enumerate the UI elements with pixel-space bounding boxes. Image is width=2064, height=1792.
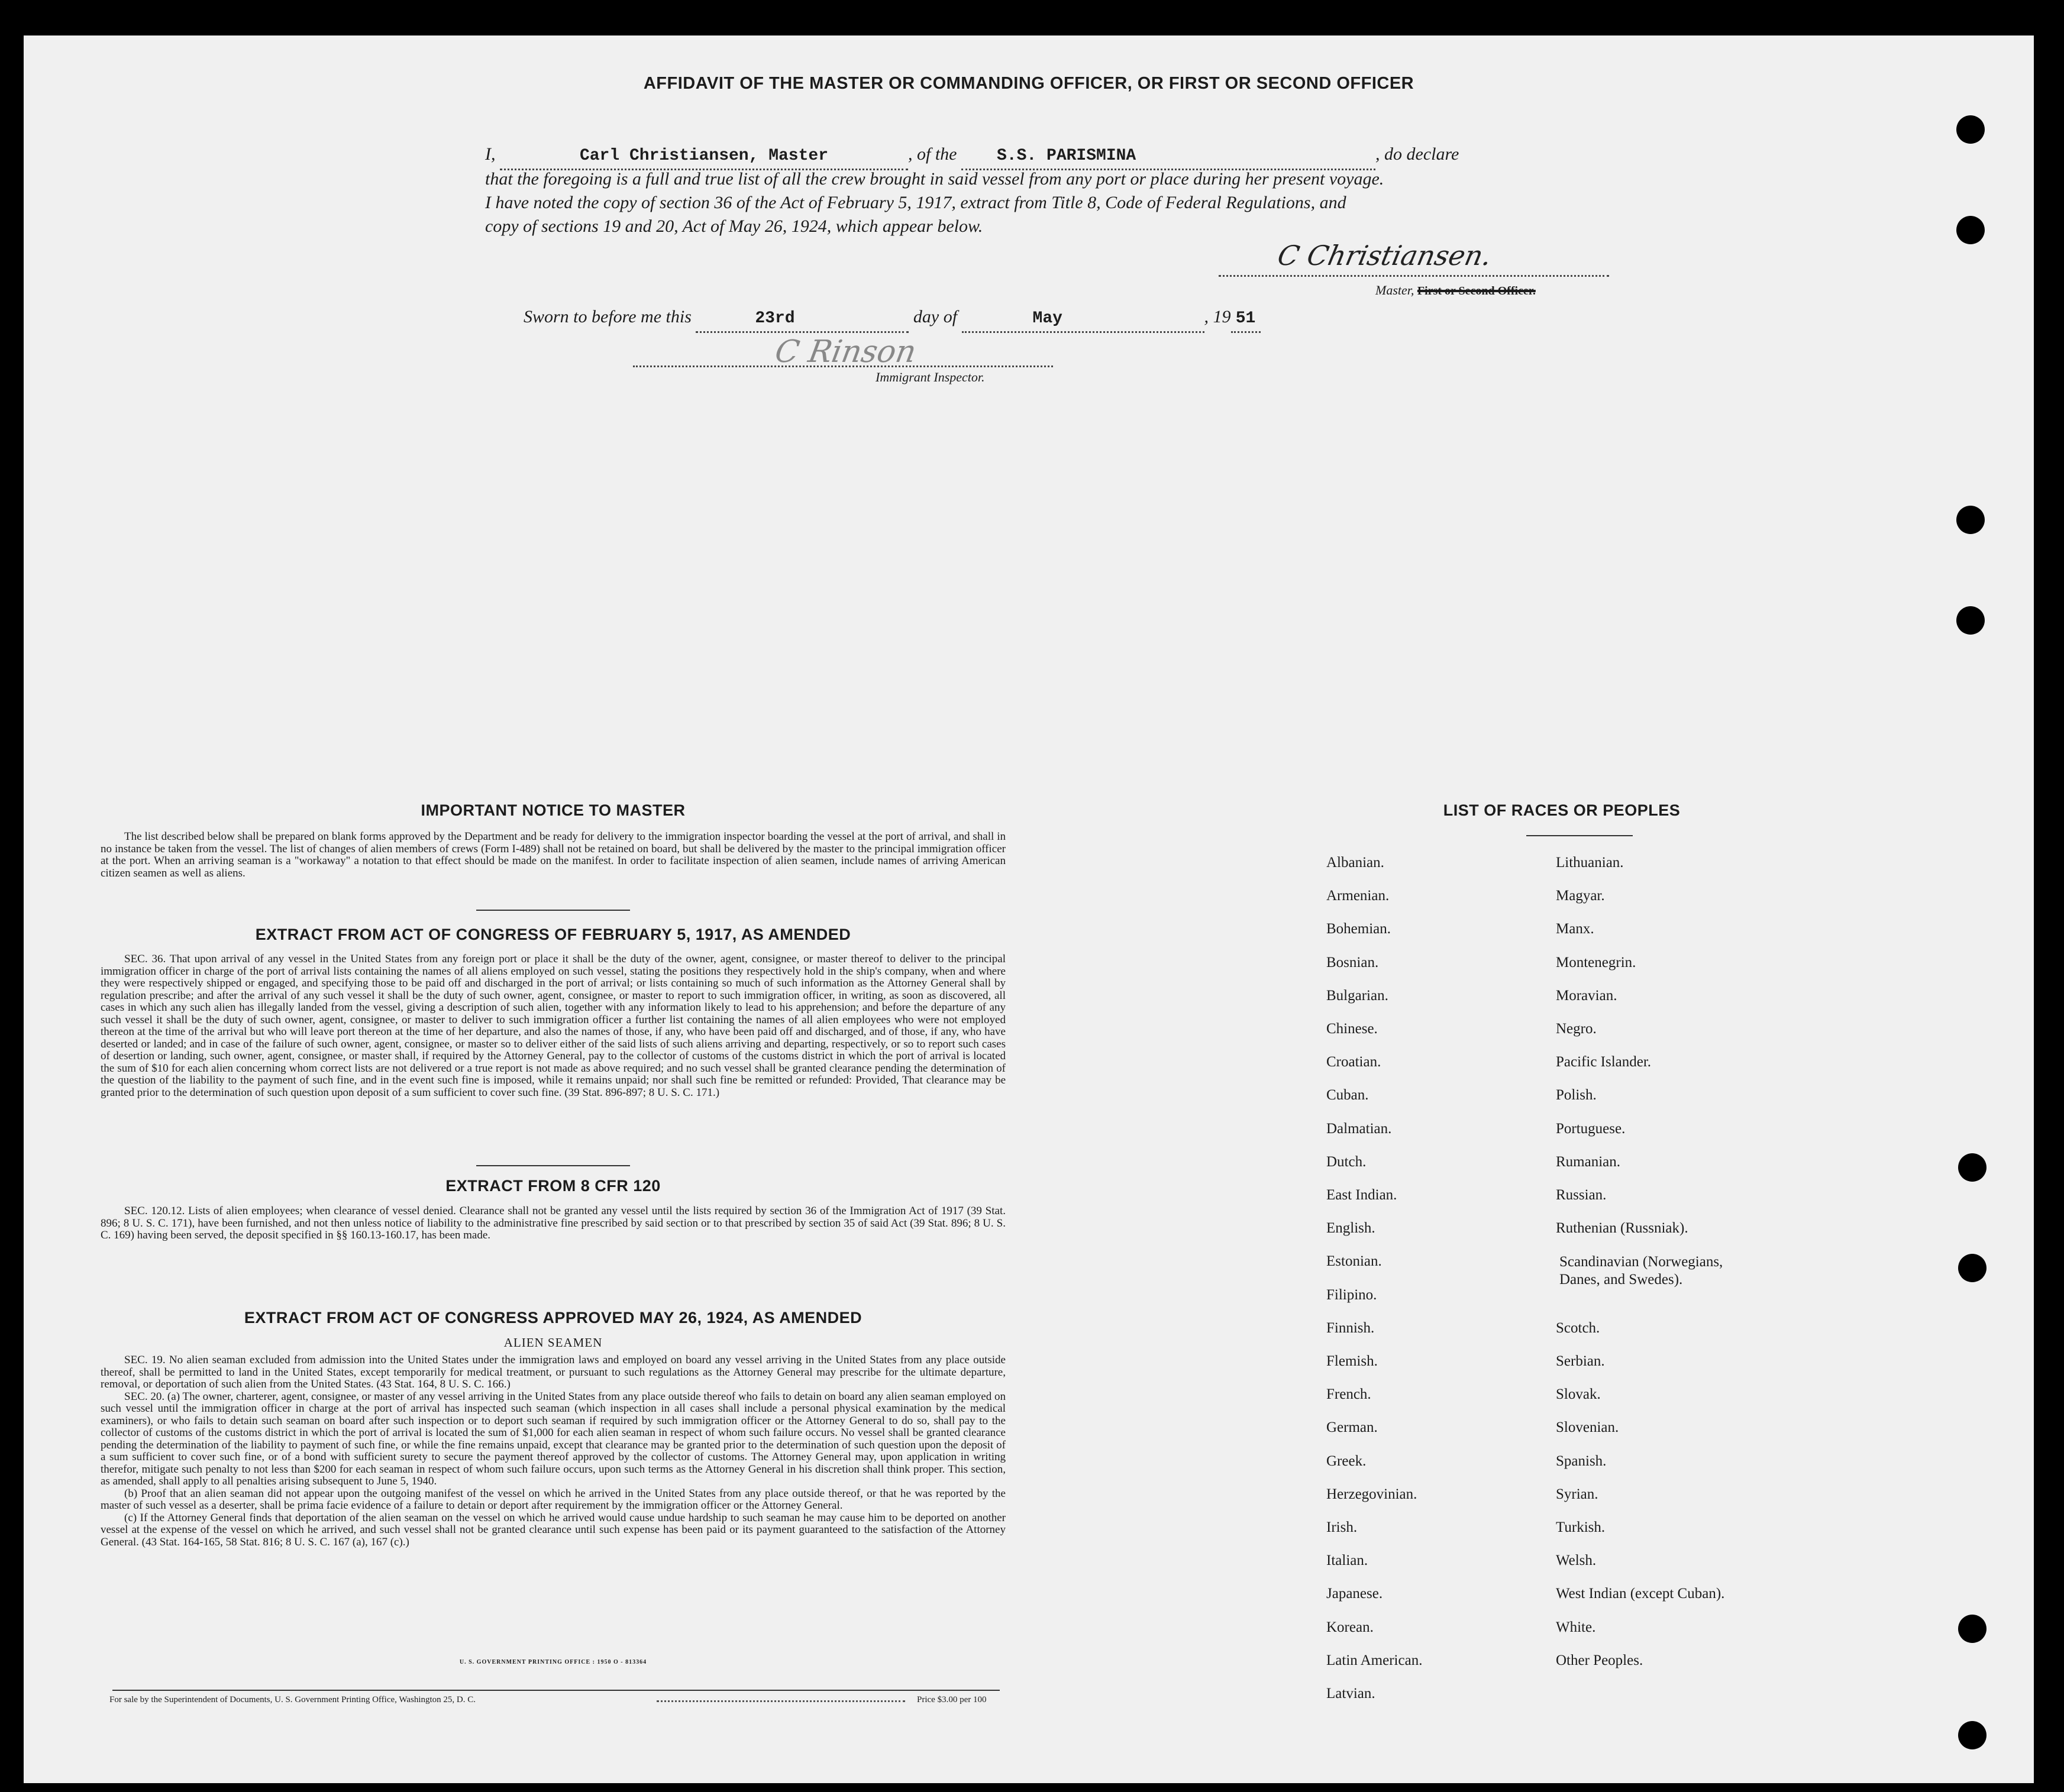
race-item: Rumanian. [1556,1154,1621,1170]
race-item: Scotch. [1556,1320,1600,1336]
race-item: Chinese. [1326,1021,1378,1037]
race-item: Polish. [1556,1087,1597,1103]
race-item: Korean. [1326,1619,1374,1635]
race-item: West Indian (except Cuban). [1556,1586,1725,1602]
race-item: Bohemian. [1326,921,1391,937]
race-item: Spanish. [1556,1453,1607,1469]
race-item: Estonian. [1326,1253,1382,1269]
race-item: Latvian. [1326,1686,1375,1702]
extract-1917-text: SEC. 36. That upon arrival of any vessel in the United States from any foreign port or place it shall be the duty of the owner, agent, consignee, or master thereof to deliver to the principal immigration officer in charge of the port of arrival lists containing the names of all aliens employed on such vessel, stating the positions they respectively hold in the ship's company, when and where they were respectively shipped or engaged, and specifying those to be paid off and discharged in the port of arrival; or lists containing so much of such information as the Attorney General shall by regulation prescribe; and after the arrival of any such vessel it shall be the duty of such owner, agent, consignee, or master to report to such immigration officer, in writing, as soon as discovered, all cases in which any such alien has illegally landed from the vessel, giving a description of such alien, together with any information likely to lead to his apprehension; and before the departure of any such vessel it shall be the duty of such owner, agent, consignee, or master to deliver to such immigration officer a further list containing the names of all alien employees who were not employed thereon at the time of the arrival but who will leave port thereon at the time of her departure, and also the names of those, if any, who have been paid off and discharged, and of those, if any, who have deserted or landed; and in case of the failure of such owner, agent, consignee, or master so to deliver either of the said lists of such aliens arriving and departing, respectively, or so to report such cases of desertion or landing, such owner, agent, consignee, or master shall, if required by the Attorney General, pay to the collector of customs of the customs district in which the port of arrival is located the sum of $10 for each alien concerning whom correct lists are not delivered or a true report is not made as above required; and no such vessel shall be granted clearance pending the determination of the question of the liability to the payment of such fine, and in the event such fine is imposed, while it remains unpaid; nor shall such fine be remitted or refunded: Provided, That clearance may be granted prior to the determination of such question upon deposit of a sum sufficient to cover such fine. (39 Stat. 896-897; 8 U. S. C. 171.) [101,953,1006,1099]
race-item: Other Peoples. [1556,1652,1643,1668]
race-item: Moravian. [1556,988,1617,1004]
race-item: Scandinavian (Norwegians, Danes, and Swedes). [1559,1254,1723,1288]
punch-hole [1956,506,1985,534]
inspector-signature-line [633,365,1053,367]
day-field: 23rd [696,306,909,333]
race-item: Lithuanian. [1556,855,1624,871]
alien-seamen-subheading: ALIEN SEAMEN [503,1335,603,1350]
race-item: Syrian. [1556,1486,1598,1502]
punch-hole [1958,1721,1987,1749]
race-item: Montenegrin. [1556,955,1636,971]
race-item: Manx. [1556,921,1594,937]
punch-hole [1958,1153,1987,1182]
race-item: French. [1326,1386,1371,1402]
race-item: Albanian. [1326,855,1384,871]
sec20b-text: (b) Proof that an alien seaman did not appear upon the outgoing manifest of the vessel on which he arrived in the United States from any place outside thereof, or that he was reported by the master of such vessel as a deserter, shall be prima facie evidence of a failure to detain or deport after requirement by the immigration officer or the Attorney General. [101,1487,1006,1512]
races-heading-rule [1526,835,1633,836]
race-item: Latin American. [1326,1652,1423,1668]
punch-hole [1958,1254,1987,1282]
extract-1924-heading: EXTRACT FROM ACT OF CONGRESS APPROVED MAY 26, 1924, AS AMENDED [244,1309,863,1327]
race-item: Russian. [1556,1187,1607,1203]
notice-text: The list described below shall be prepared on blank forms approved by the Department and be ready for delivery to the immigration inspector boarding the vessel at the port of arrival, and shall in no instance be taken from the vessel. The list of changes of alien members of crews (Form I-489) shall not be retained on board, but shall be delivered by the master to the principal immigration officer at the port. When an arriving seaman is a "workaway" a notation to that effect should be made on the manifest. In order to facilitate inspection of alien seamen, include names of arriving American citizen seamen as well as aliens. [101,830,1006,879]
master-signature: C Christiansen. [1274,240,1495,271]
race-item: Japanese. [1326,1586,1383,1602]
extract-1917-heading: EXTRACT FROM ACT OF CONGRESS OF FEBRUARY 5, 1917, AS AMENDED [255,926,851,943]
race-item: English. [1326,1220,1375,1236]
races-heading: LIST OF RACES OR PEOPLES [1443,801,1681,819]
race-item: Flemish. [1326,1353,1378,1369]
race-item: Italian. [1326,1552,1368,1568]
punch-hole [1958,1615,1987,1643]
declaration-line-1 [485,142,1621,170]
punch-hole [1956,115,1985,144]
race-item: Welsh. [1556,1552,1597,1568]
extract-cfr-text: SEC. 120.12. Lists of alien employees; when clearance of vessel denied. Clearance shall not be granted any vessel until the lists required by section 36 of the Immigration Act of 1917 (39 Stat. 896; 8 U. S. C. 171), have been furnished, and not then unless notice of liability to the administrative fine prescribed by said section or to that prescribed by section 35 of said Act (39 Stat. 896; 8 U. S. C. 169) having been served, the deposit specified in §§ 160.13-160.17, has been made. [101,1205,1006,1241]
divider [476,910,630,911]
of-the-label: , of the [908,144,957,164]
sec19-text: SEC. 19. No alien seaman excluded from admission into the United States under the immigration laws and employed on board any vessel arriving in the United States from any place outside thereof, shall be permitted to land in the United States, except temporarily for medical treatment, or pursuant to such regulations as the Attorney General may prescribe for the ultimate departure, removal, or deportation of such alien from the United States. (43 Stat. 164, 8 U. S. C. 166.) [101,1354,1006,1390]
race-item: Bulgarian. [1326,988,1388,1004]
declaration-line-4: copy of sections 19 and 20, Act of May 26, 1924, which appear below. [485,216,983,236]
race-item: Slovenian. [1556,1419,1619,1435]
footer-leader [657,1700,905,1702]
race-item: Cuban. [1326,1087,1369,1103]
race-item: Slovak. [1556,1386,1601,1402]
vessel-name-field: S.S. PARISMINA [961,144,1375,170]
race-item: Negro. [1556,1021,1597,1037]
race-item: Irish. [1326,1519,1358,1535]
inspector-signature: C Rinson [772,334,919,370]
extract-1924-body [101,1354,1006,1548]
month-field: May [962,306,1204,333]
sworn-line: Sworn to before me this 23rd day of May , 19 51 [524,305,1659,333]
sec20c-text: (c) If the Attorney General finds that deportation of the alien seaman on the vessel on which he arrived would cause undue hardship to such seaman he may cause him to be deported on another vessel at the expense of the vessel on which he arrived, and such vessel shall not be granted clearance until such expense has been paid or its payment guaranteed to the satisfaction of the Attorney General. (43 Stat. 164-165, 58 Stat. 816; 8 U. S. C. 167 (a), 167 (c).) [101,1511,1006,1548]
divider [476,1165,630,1166]
punch-hole [1956,606,1985,635]
signature-caption: Master, First or Second Officer. [1375,283,1536,297]
race-item: Dalmatian. [1326,1121,1392,1137]
punch-hole [1956,216,1985,244]
race-item: Magyar. [1556,888,1605,904]
race-item: Ruthenian (Russniak). [1556,1220,1688,1236]
affidavit-title: AFFIDAVIT OF THE MASTER OR COMMANDING OFFICER, OR FIRST OR SECOND OFFICER [643,74,1414,93]
race-item: Finnish. [1326,1320,1375,1336]
inspector-caption: Immigrant Inspector. [876,370,985,384]
do-declare-label: , do declare [1375,144,1459,164]
race-item: East Indian. [1326,1187,1397,1203]
year-field: 51 [1231,306,1261,333]
race-item: White. [1556,1619,1596,1635]
race-item: Herzegovinian. [1326,1486,1417,1502]
race-item: Filipino. [1326,1287,1377,1303]
i-label: I, [485,144,496,164]
race-item: Greek. [1326,1453,1367,1469]
race-item: Bosnian. [1326,955,1379,971]
extract-cfr-heading: EXTRACT FROM 8 CFR 120 [445,1177,661,1195]
race-item: Serbian. [1556,1353,1605,1369]
race-item: Dutch. [1326,1154,1367,1170]
race-item: Portuguese. [1556,1121,1626,1137]
race-item: Croatian. [1326,1054,1381,1070]
race-item: Turkish. [1556,1519,1606,1535]
signature-line [1219,275,1609,277]
footer-right: Price $3.00 per 100 [917,1695,987,1704]
document-page [24,35,2034,1783]
declaration-line-3: I have noted the copy of section 36 of the Act of February 5, 1917, extract from Title 8, Code of Federal Regulations, and [485,193,1346,212]
printing-office-note: U. S. GOVERNMENT PRINTING OFFICE : 1950 O - 813364 [459,1659,647,1665]
footer-left: For sale by the Superintendent of Documents, U. S. Government Printing Office, Washington 25, D. C. [109,1695,476,1704]
footer-rule [112,1690,1000,1691]
notice-heading: IMPORTANT NOTICE TO MASTER [421,801,686,819]
race-item: Pacific Islander. [1556,1054,1652,1070]
struck-officer-text: First or Second Officer. [1417,284,1536,297]
master-name-field: Carl Christiansen, Master [500,144,908,170]
declaration-line-2: that the foregoing is a full and true list of all the crew brought in said vessel from any port or place during her present voyage. [485,169,1384,189]
race-item: Armenian. [1326,888,1390,904]
sec20a-text: SEC. 20. (a) The owner, charterer, agent, consignee, or master of any vessel arriving in the United States from any place outside thereof who fails to detain on board any alien seaman employed on such vessel until the immigration officer in charge at the port of arrival has inspected such seaman (which inspection in all cases shall include a personal physical examination by the medical examiners), or who fails to detain such seaman on board after such inspection or to deport such seaman if required by such immigration officer or the Attorney General to do so, shall pay to the collector of customs of the customs district in which the port of arrival is located the sum of $1,000 for each alien seaman in respect of whom such failure occurs. No vessel shall be granted clearance pending the determination of the liability to payment of such fine, or while the fine remains unpaid, except that clearance may be granted prior to the determination of such question upon the deposit of a sum sufficient to cover such fine, or of a bond with sufficient surety to secure the payment thereof approved by the collector of customs. The Attorney General may, upon application in writing therefor, mitigate such penalty to not less than $200 for each seaman in respect of whom such failure occurs, upon such terms as the Attorney General in his discretion shall think proper. This section, as amended, shall apply to all penalties arising subsequent to June 5, 1940. [101,1390,1006,1487]
race-item: German. [1326,1419,1378,1435]
